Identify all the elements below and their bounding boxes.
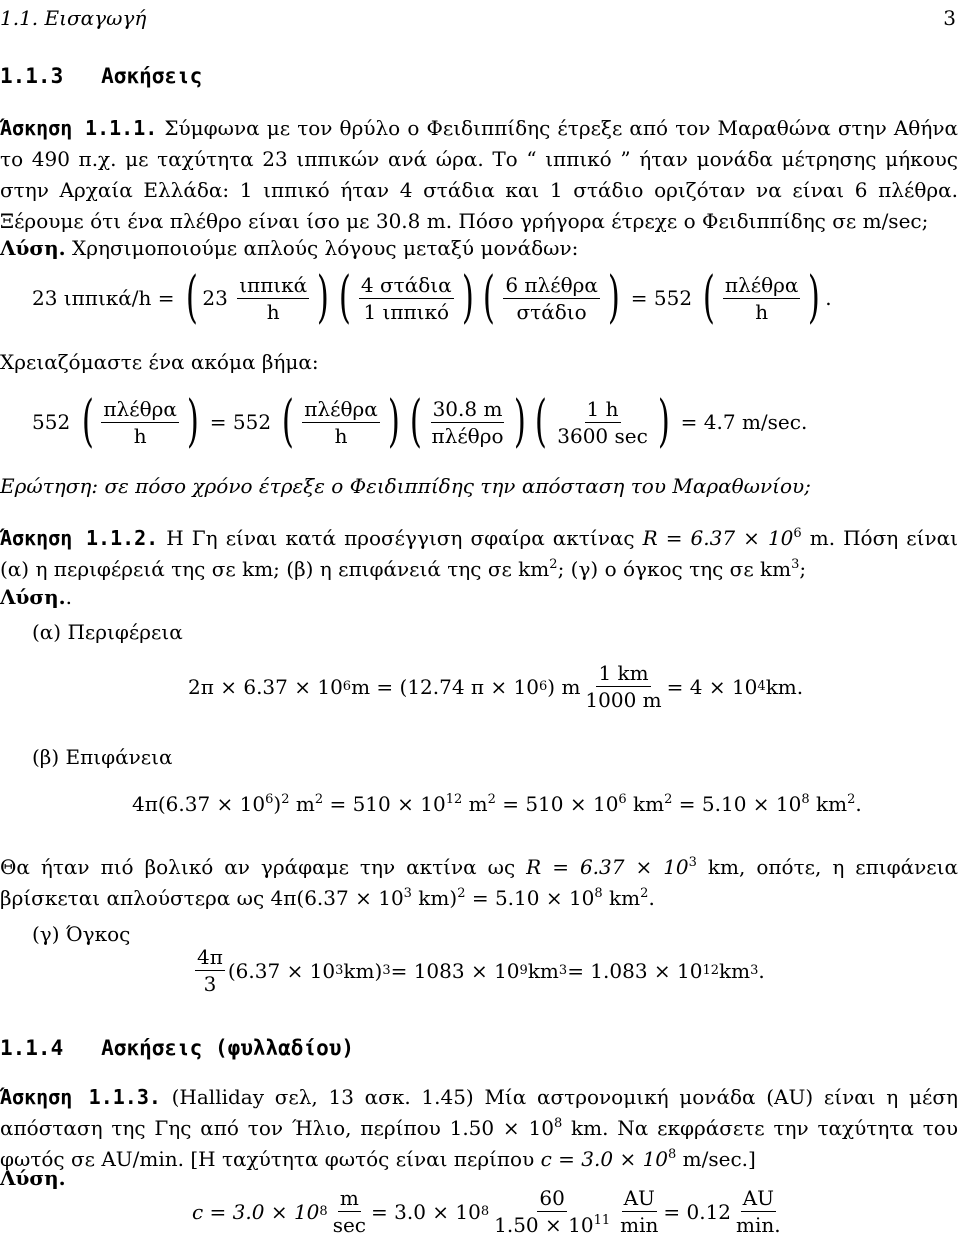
paren-group bbox=[478, 270, 624, 326]
denominator: sec bbox=[332, 1213, 366, 1237]
eq-result: = 4 × 10 bbox=[666, 674, 758, 699]
part-b-label: (β) Επιφάνεια bbox=[32, 745, 173, 769]
denominator: h bbox=[266, 299, 280, 324]
exponent: 2 bbox=[314, 792, 324, 807]
denominator: 3 bbox=[203, 972, 217, 996]
exponent: 3 bbox=[791, 557, 800, 572]
step-text: Χρειαζόμαστε ένα ακόμα βήμα: bbox=[0, 350, 319, 374]
note-text: . bbox=[648, 886, 655, 910]
exponent: 3 bbox=[688, 855, 697, 870]
fraction bbox=[195, 944, 225, 997]
exercise-label: Άσκηση 1.1.2. bbox=[0, 526, 159, 550]
fraction bbox=[723, 272, 801, 325]
equation-speed-conversion bbox=[32, 270, 832, 326]
paren-group bbox=[405, 394, 531, 450]
numerator: ( 1 h bbox=[586, 396, 619, 421]
fraction bbox=[492, 1185, 612, 1238]
fraction bbox=[734, 1185, 783, 1238]
exercise-text: km. Να εκφράσετε την ταχύτητα του φωτός σε AU/min. [Η ταχύτητα φωτός είναι περίπου bbox=[0, 1116, 958, 1171]
fraction bbox=[331, 1185, 368, 1238]
exponent: 12 bbox=[445, 792, 463, 807]
exponent: 6 bbox=[793, 526, 802, 541]
part-c-label: (γ) Όγκος bbox=[32, 922, 131, 946]
eq-text: km. bbox=[765, 674, 804, 699]
paren-group bbox=[277, 394, 404, 450]
eq-equals: = 552 bbox=[209, 410, 272, 434]
denominator: h bbox=[755, 299, 769, 324]
surface-note bbox=[0, 852, 958, 914]
note-text: Θα ήταν πιό βολικό αν γράφαμε την ακτίνα ως bbox=[0, 855, 527, 879]
numerator: m bbox=[339, 1186, 359, 1210]
numerator: 1 km bbox=[598, 661, 649, 685]
exercise-text: Σύμφωνα με τον θρύλο ο Φειδιππίδης έτρεξε από τον Μαραθώνα στην Αθήνα το 490 π.χ. με ταχύτητα 23 ιππικών ανά ώρα. Το “ ιππικό ” ήταν μονάδα μέτρησης μήκους στην Αρχαία Ελλάδα: 1 ιππικό ήταν 4 στάδια και 1 στάδιο οριζόταν να είναι 6 πλέθρα. Ξέρουμε ότι ένα πλέθρο είναι ίσο με 30.8 m. Πόσο γρήγορα έτρεχε ο Φειδιππίδης σε m/sec; bbox=[0, 116, 958, 233]
eq-text: . bbox=[855, 792, 862, 816]
eq-text: ) m bbox=[547, 674, 581, 699]
question-text: Ερώτηση: σε πόσο χρόνο έτρεξε ο Φειδιππίδης την απόσταση του Μαραθωνίου; bbox=[0, 474, 811, 498]
exponent: 2 bbox=[549, 557, 558, 572]
exercise-3-statement bbox=[0, 1082, 958, 1175]
denominator: 1000 m bbox=[585, 688, 662, 712]
solution-line bbox=[0, 585, 72, 609]
fraction bbox=[101, 396, 179, 449]
eq-result: = 4.7 m/sec. bbox=[680, 410, 808, 434]
note-text: km bbox=[602, 886, 641, 910]
solution-label: Λύση. bbox=[0, 585, 66, 609]
section-number: 1.1.3 bbox=[0, 64, 64, 88]
solution-text: Χρησιμοποιούμε απλούς λόγους μεταξύ μονάδων: bbox=[65, 236, 579, 260]
fraction bbox=[503, 272, 600, 325]
exponent: 2 bbox=[847, 792, 856, 807]
eq-period: . bbox=[825, 286, 832, 310]
exercise-text: m/sec.] bbox=[676, 1147, 756, 1171]
numerator: ( πλέθρα bbox=[724, 272, 799, 297]
eq-coefficient: 552 bbox=[32, 410, 71, 434]
exercise-text: m. Πόση είναι (α) η περιφέρειά της σε km; (β) η επιφάνειά της σε km bbox=[0, 526, 958, 581]
exponent: 2 bbox=[640, 886, 649, 901]
numerator: ( πλέθρα bbox=[103, 396, 177, 421]
paren-group bbox=[334, 270, 478, 326]
denominator: 3600 sec bbox=[557, 423, 648, 448]
paren-group bbox=[530, 394, 674, 450]
exercise-1-statement bbox=[0, 113, 958, 237]
eq-text: m bbox=[289, 792, 315, 816]
eq-coefficient: ( 23 bbox=[202, 286, 228, 310]
paren-group bbox=[698, 270, 825, 326]
eq-text: 4π(6.37 × 10 bbox=[132, 792, 266, 816]
fraction bbox=[237, 272, 309, 325]
eq-text: = 510 × 10 bbox=[323, 792, 446, 816]
running-header-chapter: 1.1. Εισαγωγή bbox=[0, 6, 147, 30]
equation-volume: $\frac{4\pi}{3}$ (6.37 × 10 3 km) 3 = 1083 × 10 9 km 3 = 1.083 × 10 12 km 3 . bbox=[197, 945, 765, 996]
exponent: 2 bbox=[664, 792, 673, 807]
paren-group bbox=[77, 394, 204, 450]
eq-text: m = (12.74 π × 10 bbox=[351, 674, 539, 699]
eq-equals: = 552 bbox=[630, 286, 693, 310]
exponent: 8 bbox=[594, 886, 603, 901]
section-title: Ασκήσεις (φυλλαδίου) bbox=[101, 1036, 355, 1060]
eq-text: km bbox=[719, 958, 751, 983]
denominator: 1 ιππικό bbox=[363, 299, 450, 324]
inline-math: R = 6.37 × 10 bbox=[642, 526, 794, 550]
eq-text: km bbox=[809, 792, 848, 816]
equation-final-speed bbox=[32, 394, 807, 450]
exponent: 6 bbox=[265, 792, 274, 807]
denominator: στάδιο bbox=[516, 299, 587, 324]
exponent: 3 bbox=[403, 886, 412, 901]
denominator: min bbox=[620, 1213, 659, 1237]
exercise-label: Άσκηση 1.1.1. bbox=[0, 116, 158, 140]
denominator: h bbox=[334, 423, 348, 448]
inline-math: R = 6.37 × 10 bbox=[526, 855, 689, 879]
denominator: min. bbox=[736, 1213, 781, 1237]
eq-text: = 1.083 × 10 bbox=[567, 958, 703, 983]
exercise-text: (Halliday σελ, 13 ασκ. 1.45) Μία αστρονομική μονάδα (AU) είναι η μέση απόσταση της Γης από τον Ήλιο, περίπου 1.50 × 10 bbox=[0, 1085, 958, 1140]
solution-label: Λύση. bbox=[0, 236, 66, 260]
eq-lhs: 23 ιππικά/h = bbox=[32, 286, 175, 310]
eq-result: = 0.12 bbox=[663, 1199, 732, 1224]
equation-light-speed: c = 3.0 × 10 8 $\frac{m}{\sec}$ = 3.0 × 10 8 $\frac{60}{1.50 \times 10^{11}}$ $\frac{AU}{\min}$ = 0.12 $\frac{AU}{\min.}$ bbox=[192, 1186, 781, 1237]
paren-group bbox=[181, 270, 335, 326]
equation-surface-area bbox=[132, 792, 862, 816]
denominator bbox=[492, 1212, 612, 1238]
section-heading-exercises bbox=[0, 64, 202, 88]
fraction bbox=[359, 272, 454, 325]
eq-text: = 1083 × 10 bbox=[390, 958, 520, 983]
exponent: 2 bbox=[281, 792, 290, 807]
exercise-text: ; bbox=[799, 557, 807, 581]
eq-text: (6.37 × 10 bbox=[227, 958, 336, 983]
eq-text: . bbox=[758, 958, 765, 983]
page-number: 3 bbox=[943, 6, 956, 30]
eq-text: ) bbox=[273, 792, 282, 816]
fraction bbox=[618, 1185, 660, 1238]
eq-text: km bbox=[626, 792, 665, 816]
fraction bbox=[583, 660, 663, 713]
section-number: 1.1.4 bbox=[0, 1036, 64, 1060]
solution-label: Λύση. bbox=[0, 1166, 66, 1190]
exponent: 2 bbox=[457, 886, 466, 901]
equation-circumference: 2π × 6.37 × 10 6 m = (12.74 π × 10 6 ) m $\frac{1 km}{1000 m}$ = 4 × 10 4 km. bbox=[188, 661, 804, 712]
exercise-2-statement bbox=[0, 523, 958, 585]
exercise-text: Η Γη είναι κατά προσέγγιση σφαίρα ακτίνας bbox=[158, 526, 643, 550]
numerator: ιππικά bbox=[239, 272, 308, 297]
numerator: AU bbox=[623, 1186, 655, 1210]
eq-text: = 510 × 10 bbox=[495, 792, 619, 816]
inline-math: c = 3.0 × 10 bbox=[540, 1147, 669, 1171]
numerator: 60 bbox=[539, 1186, 565, 1210]
denominator: πλέθρο bbox=[431, 423, 504, 448]
eq-text: km) bbox=[343, 958, 383, 983]
note-text: = 5.10 × 10 bbox=[465, 886, 595, 910]
note-text: km, οπότε, η επιφάνεια βρίσκεται απλούστερα ως 4π(6.37 × 10 bbox=[0, 855, 959, 910]
solution-text: . bbox=[65, 585, 73, 609]
note-text: km) bbox=[411, 886, 458, 910]
numerator: ( πλέθρα bbox=[304, 396, 378, 421]
section-title: Ασκήσεις bbox=[101, 64, 203, 88]
fraction bbox=[302, 396, 380, 449]
eq-text: = 3.0 × 10 bbox=[371, 1199, 481, 1224]
eq-text: 2π × 6.37 × 10 bbox=[188, 674, 343, 699]
numerator: ( 30.8 m bbox=[432, 396, 503, 421]
solution-line bbox=[0, 236, 578, 260]
exponent: 11 bbox=[593, 1213, 611, 1228]
exponent: 6 bbox=[618, 792, 627, 807]
denominator: h bbox=[133, 423, 147, 448]
fraction bbox=[555, 396, 650, 449]
denominator-text: 1.50 × 10 bbox=[494, 1213, 594, 1237]
eq-text: = 5.10 × 10 bbox=[672, 792, 802, 816]
fraction bbox=[430, 396, 506, 449]
exponent: 8 bbox=[553, 1116, 563, 1131]
section-heading-handout-exercises bbox=[0, 1036, 354, 1060]
numerator: AU bbox=[742, 1186, 774, 1210]
part-a-label: (α) Περιφέρεια bbox=[32, 620, 183, 644]
eq-text: m bbox=[462, 792, 488, 816]
exercise-label: Άσκηση 1.1.3. bbox=[0, 1085, 161, 1109]
exponent: 8 bbox=[668, 1147, 677, 1162]
numerator: ( 4 στάδια bbox=[360, 272, 452, 297]
exercise-text: ; (γ) ο όγκος της σε km bbox=[557, 557, 792, 581]
exponent: 8 bbox=[801, 792, 810, 807]
numerator: ( 6 πλέθρα bbox=[505, 272, 598, 297]
eq-text: km bbox=[527, 958, 559, 983]
eq-text: c = 3.0 × 10 bbox=[192, 1199, 320, 1224]
numerator: 4π bbox=[197, 945, 223, 969]
exponent: 2 bbox=[487, 792, 496, 807]
